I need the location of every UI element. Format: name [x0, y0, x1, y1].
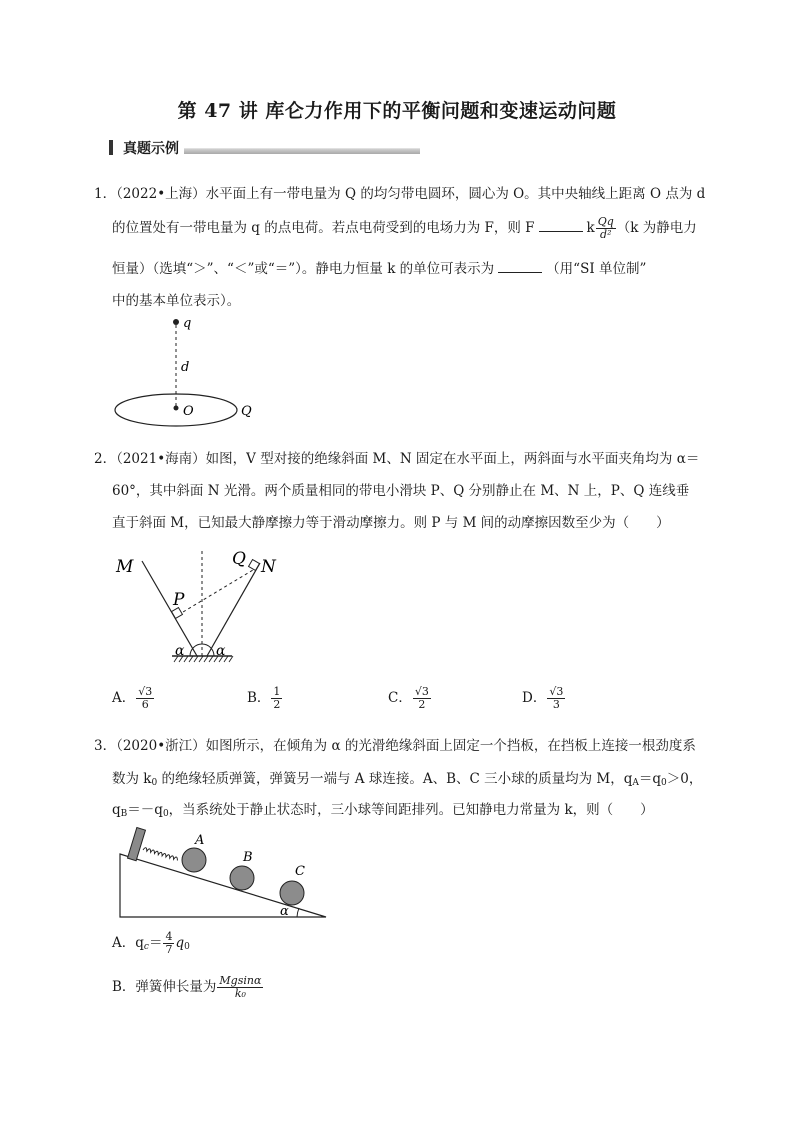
equals-sign: ＝: [148, 935, 163, 952]
block-Q: [249, 560, 260, 571]
question-text: 恒量）（选填“＞”、“＜”或“＝”）。静电力恒量 k 的单位可表示为: [112, 261, 495, 277]
pq-dashed-line: [178, 570, 253, 615]
fraction: [217, 975, 263, 1000]
figure-v-inclines: [112, 545, 292, 675]
label-N: N: [261, 557, 276, 577]
fraction-denominator: 2: [273, 698, 281, 712]
question-number: 3．: [94, 738, 117, 754]
section-marker: [109, 140, 113, 155]
question-text: 直于斜面 M，已知最大静摩擦力等于滑动摩擦力。则 P 与 M 间的动摩擦因数至少为（ ）: [112, 515, 670, 531]
label-alpha-left: α: [175, 643, 185, 659]
question-text: 的位置处有一带电量为 q 的点电荷。若点电荷受到的电场力为 F，则 F: [112, 220, 535, 237]
figure-ring-charge: [110, 312, 270, 430]
question-text: ＞0，: [666, 771, 703, 787]
ball-A: [182, 848, 206, 872]
option-label: B．: [247, 690, 271, 707]
question-text: 数为 k: [112, 771, 152, 787]
option-label: A．: [112, 690, 136, 707]
subscript: A: [632, 778, 639, 788]
label-d: d: [181, 360, 190, 375]
question-text: ＝q: [638, 771, 662, 787]
fraction-denominator: 2: [418, 698, 426, 712]
fraction-denominator: d²: [600, 228, 612, 242]
fraction: [271, 686, 282, 711]
fraction: [547, 686, 565, 711]
page-title: 第 47 讲 库仑力作用下的平衡问题和变速运动问题: [177, 100, 617, 122]
figure-incline-spring: [112, 822, 332, 922]
label-Q: Q: [232, 549, 246, 569]
variable: q: [135, 935, 144, 952]
fraction-denominator: 7: [165, 943, 173, 957]
question-text: ＝－q: [127, 802, 163, 818]
label-P: P: [173, 590, 185, 610]
subscript: 0: [661, 778, 667, 788]
fraction: [136, 686, 154, 711]
option-label: D．: [522, 690, 547, 707]
fraction-numerator: Mgsinα: [219, 974, 262, 987]
question-text: ，当系统处于静止状态时，三小球等间距排列。已知静电力常量为 k，则（ ）: [168, 802, 654, 818]
fraction-numerator: 1: [273, 685, 281, 698]
option-label: C．: [388, 690, 412, 707]
label-alpha-right: α: [216, 643, 226, 659]
question-text: q: [112, 802, 121, 818]
question-text: （k 为静电力: [616, 220, 697, 237]
subscript: 0: [184, 942, 190, 953]
question-text: （2021•海南）如图，V 型对接的绝缘斜面 M、N 固定在水平面上，两斜面与水平面夹角均为 α＝: [116, 451, 700, 467]
label-alpha: α: [280, 904, 289, 919]
question-text: 的绝缘轻质弹簧，弹簧另一端与 A 球连接。A、B、C 三小球的质量均为 M，q: [157, 771, 633, 787]
fraction-numerator: Qq: [597, 215, 614, 228]
option-b[interactable]: [112, 975, 264, 1000]
label-A: A: [195, 833, 205, 848]
answer-blank[interactable]: [539, 219, 583, 232]
question-number: 1．: [94, 186, 117, 202]
section-divider-bar: [184, 148, 420, 154]
fraction-denominator: 3: [552, 698, 560, 712]
label-O: O: [183, 404, 194, 419]
question-text: 60°，其中斜面 N 光滑。两个质量相同的带电小滑块 P、Q 分别静止在 M、N 上，P、Q 连线垂: [112, 483, 690, 499]
question-text: 中的基本单位表示）。: [112, 293, 241, 309]
option-label: B．: [112, 979, 136, 996]
subscript: c: [143, 942, 149, 953]
label-C: C: [295, 864, 305, 879]
label-M: M: [116, 557, 134, 577]
subscript: B: [120, 809, 128, 819]
option-text: 弹簧伸长量为: [135, 979, 217, 996]
answer-blank[interactable]: [498, 260, 542, 273]
option-label: A．: [112, 935, 136, 952]
section-label: 真题示例: [123, 141, 179, 157]
fraction-numerator: 4: [165, 930, 173, 943]
subscript: 0: [151, 778, 158, 788]
baffle-plate: [127, 828, 145, 861]
fraction: [413, 686, 431, 711]
fraction-denominator: 6: [141, 698, 149, 712]
label-B: B: [243, 850, 253, 865]
ball-C: [280, 881, 304, 905]
option-d[interactable]: [522, 686, 566, 711]
fraction-numerator: √3: [138, 685, 153, 698]
fraction-numerator: √3: [414, 685, 429, 698]
label-q: q: [183, 316, 192, 331]
question-number: 2．: [94, 451, 117, 467]
angle-arc: [297, 908, 299, 917]
incline-N: [207, 563, 260, 656]
option-c[interactable]: [388, 686, 432, 711]
question-text: （2020•浙江）如图所示，在倾角为 α 的光滑绝缘斜面上固定一个挡板，在挡板上连接一根劲度系: [116, 738, 696, 754]
question-text: （用“SI 单位制”: [546, 261, 647, 277]
label-Q: Q: [241, 404, 252, 419]
option-a[interactable]: [112, 686, 155, 711]
ball-B: [230, 866, 254, 890]
point-charge-q: [173, 319, 179, 325]
constant-k: k: [586, 220, 595, 237]
option-a[interactable]: [112, 931, 190, 956]
question-text: （2022•上海）水平面上有一带电量为 Q 的均匀带电圆环，圆心为 O。其中央轴线上距离 O 点为 d: [116, 186, 706, 202]
subscript: 0: [162, 809, 169, 819]
fraction: [163, 931, 174, 956]
center-O: [174, 406, 179, 411]
fraction: [596, 216, 616, 241]
fraction-numerator: √3: [549, 685, 564, 698]
spring: [143, 847, 178, 860]
variable: q: [175, 935, 185, 952]
option-b[interactable]: [247, 686, 283, 711]
fraction-denominator: k₀: [234, 987, 246, 1001]
